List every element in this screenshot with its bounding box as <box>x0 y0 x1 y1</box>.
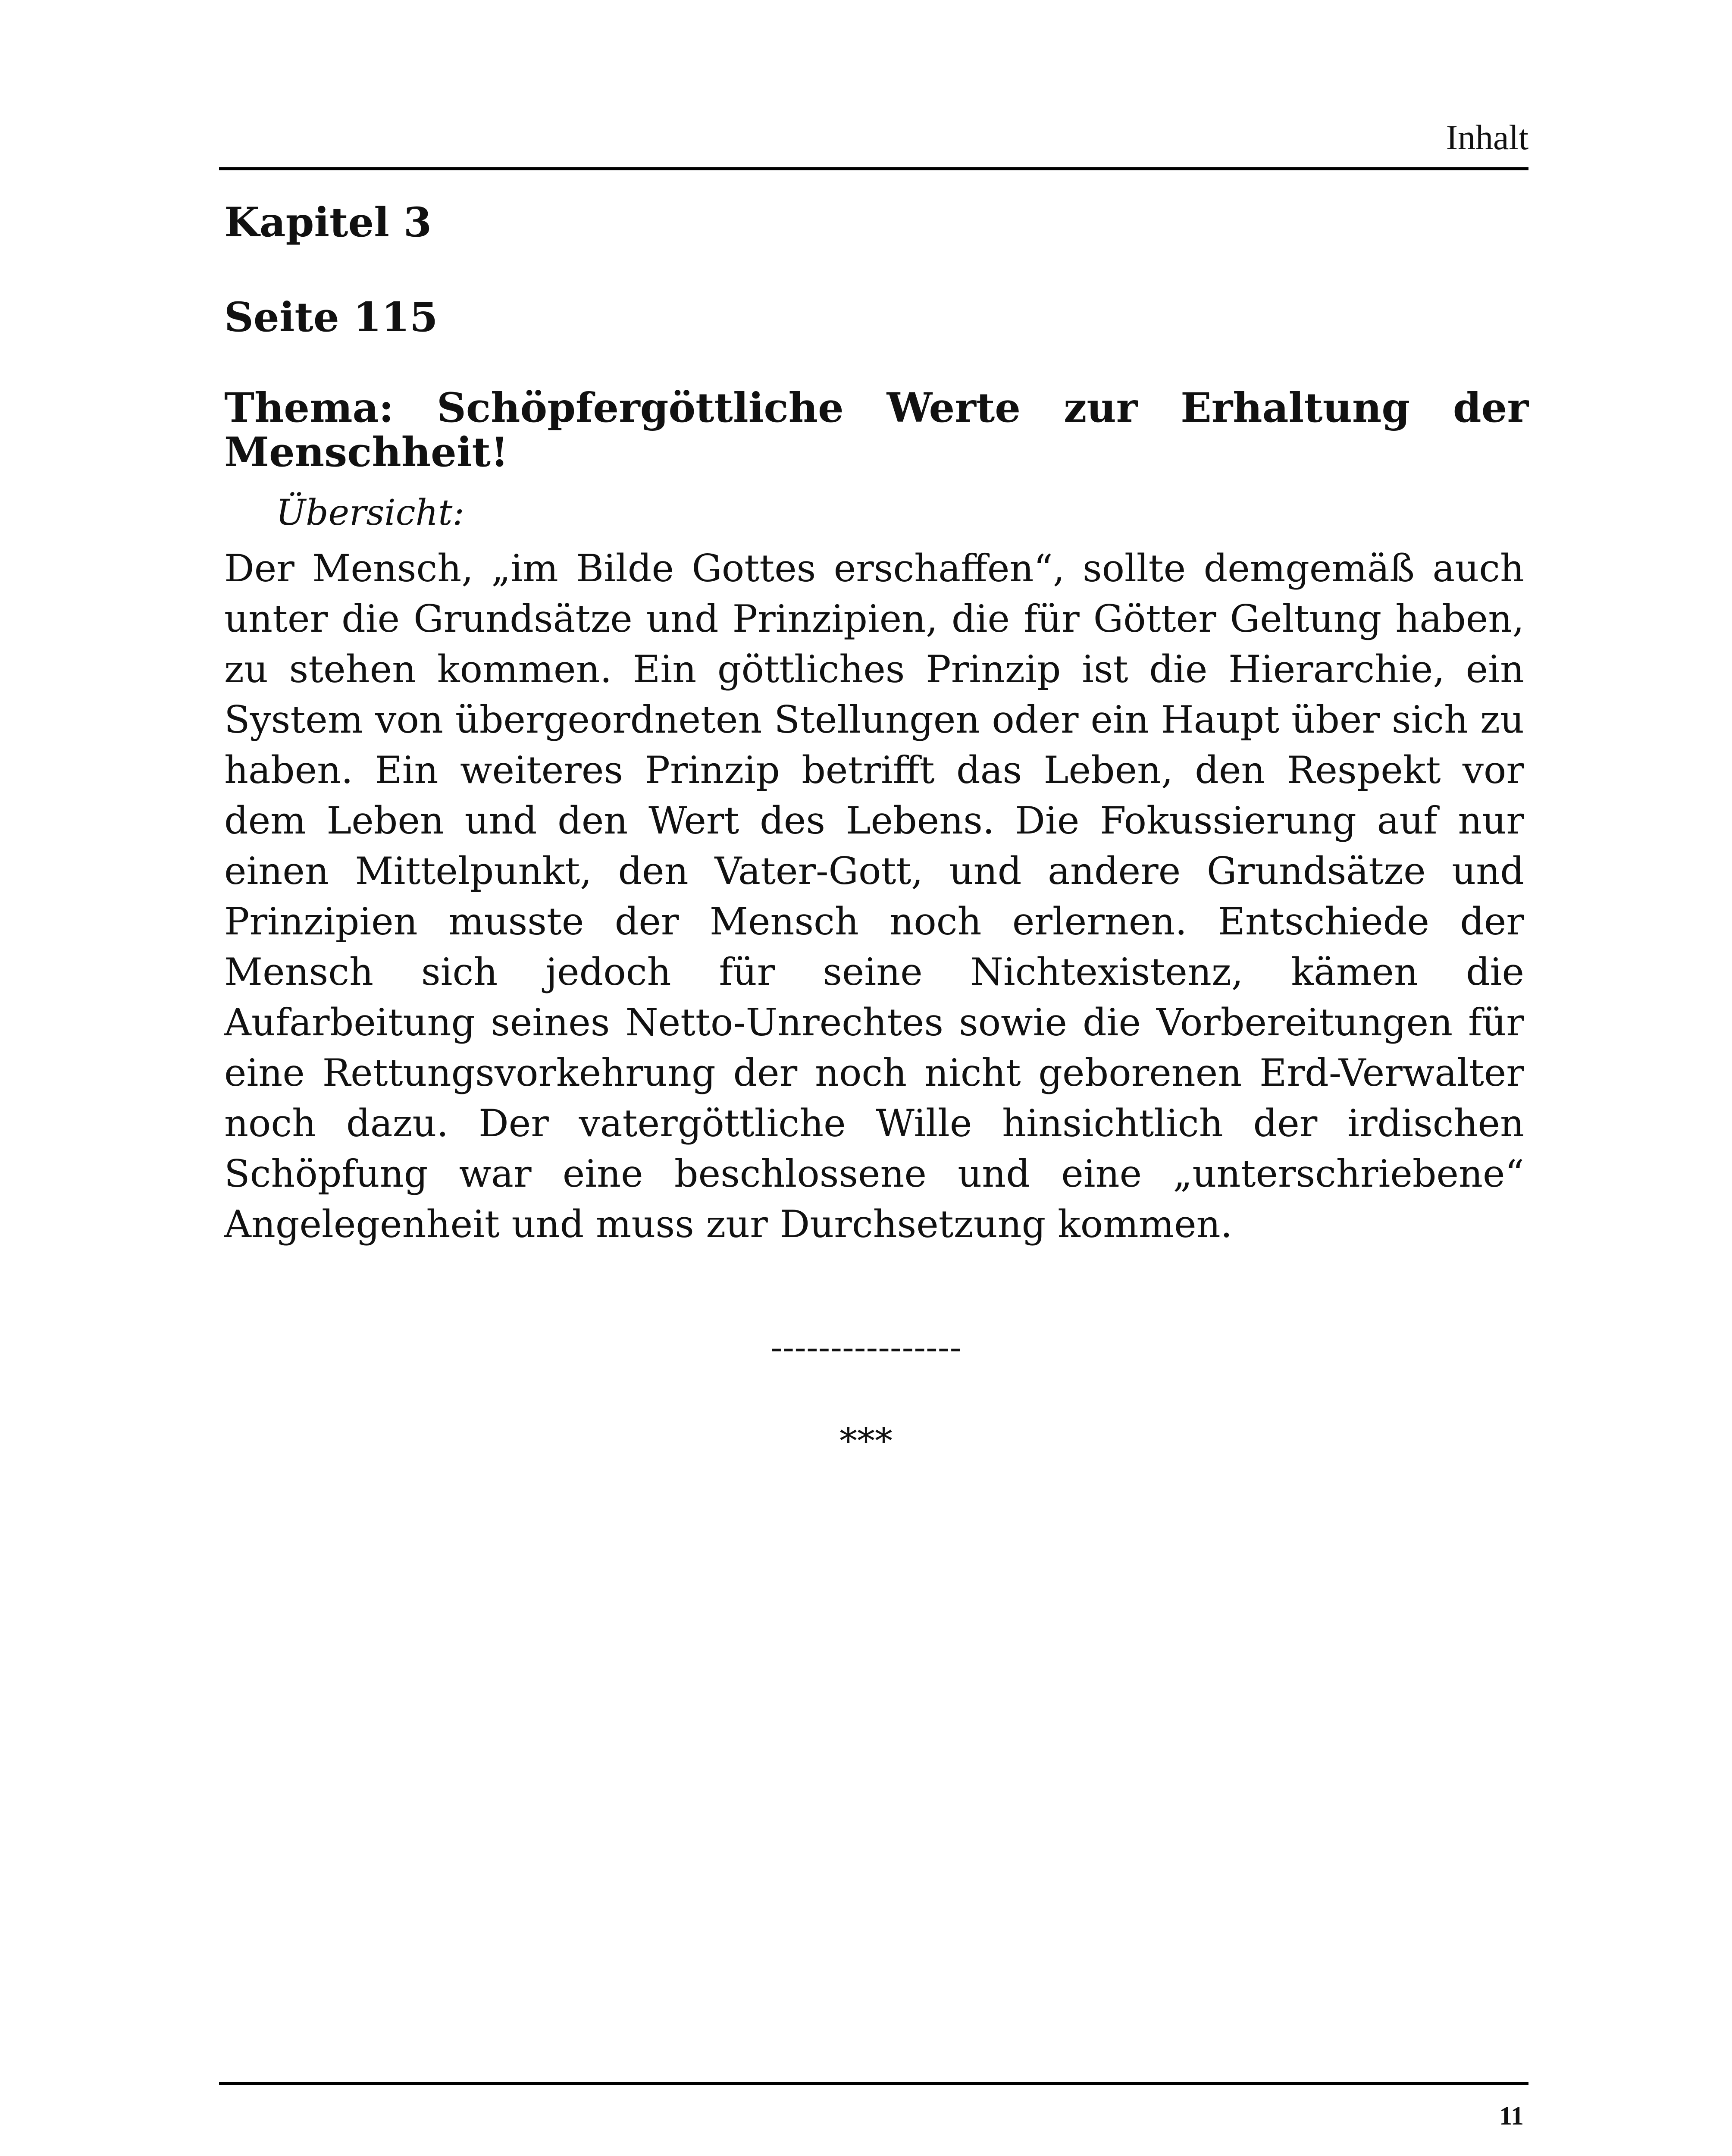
page-number: 11 <box>1499 2102 1524 2130</box>
running-header-title: Inhalt <box>1446 118 1528 157</box>
overview-body-text: Der Mensch, „im Bilde Gottes erschaffen“, sollte demgemäß auch unter die Grundsätze und Prinzipien, die für Götter Geltung haben, zu stehen kommen. Ein göttliches Prinzip ist die Hierarchie, ein System von übergeordneten Stellungen oder ein Haupt über sich zu haben. Ein weiteres Prinzip betrifft das Leben, den Respekt vor dem Leben und den Wert des Lebens. Die Fokussierung auf nur einen Mittelpunkt, den Vater-Gott, und andere Grundsätze und Prinzipien musste der Mensch noch erlernen. Entschiede der Mensch sich jedoch für seine Nichtexistenz, kämen die Aufarbeitung seines Netto-Unrechtes sowie die Vorbereitungen für eine Rettungsvorkehrung der noch nicht geborenen Erd-Verwalter noch dazu. Der vatergöttliche Wille hinsichtlich der irdischen Schöpfung war eine beschlossene und eine „unterschriebene“ Angelegenheit und muss zur Durchsetzung kommen. <box>224 546 1524 1246</box>
page-reference: Seite 115 <box>224 294 438 341</box>
footer-divider <box>219 2082 1528 2085</box>
overview-label: Übersicht: <box>276 492 464 533</box>
chapter-title: Kapitel 3 <box>224 199 432 246</box>
topic-heading: Thema: Schöpfergöttliche Werte zur Erhaltung der Menschheit! <box>224 384 1528 476</box>
asterisk-separator: *** <box>839 1421 893 1462</box>
header-divider <box>219 167 1528 170</box>
dash-separator: ---------------- <box>770 1327 962 1368</box>
